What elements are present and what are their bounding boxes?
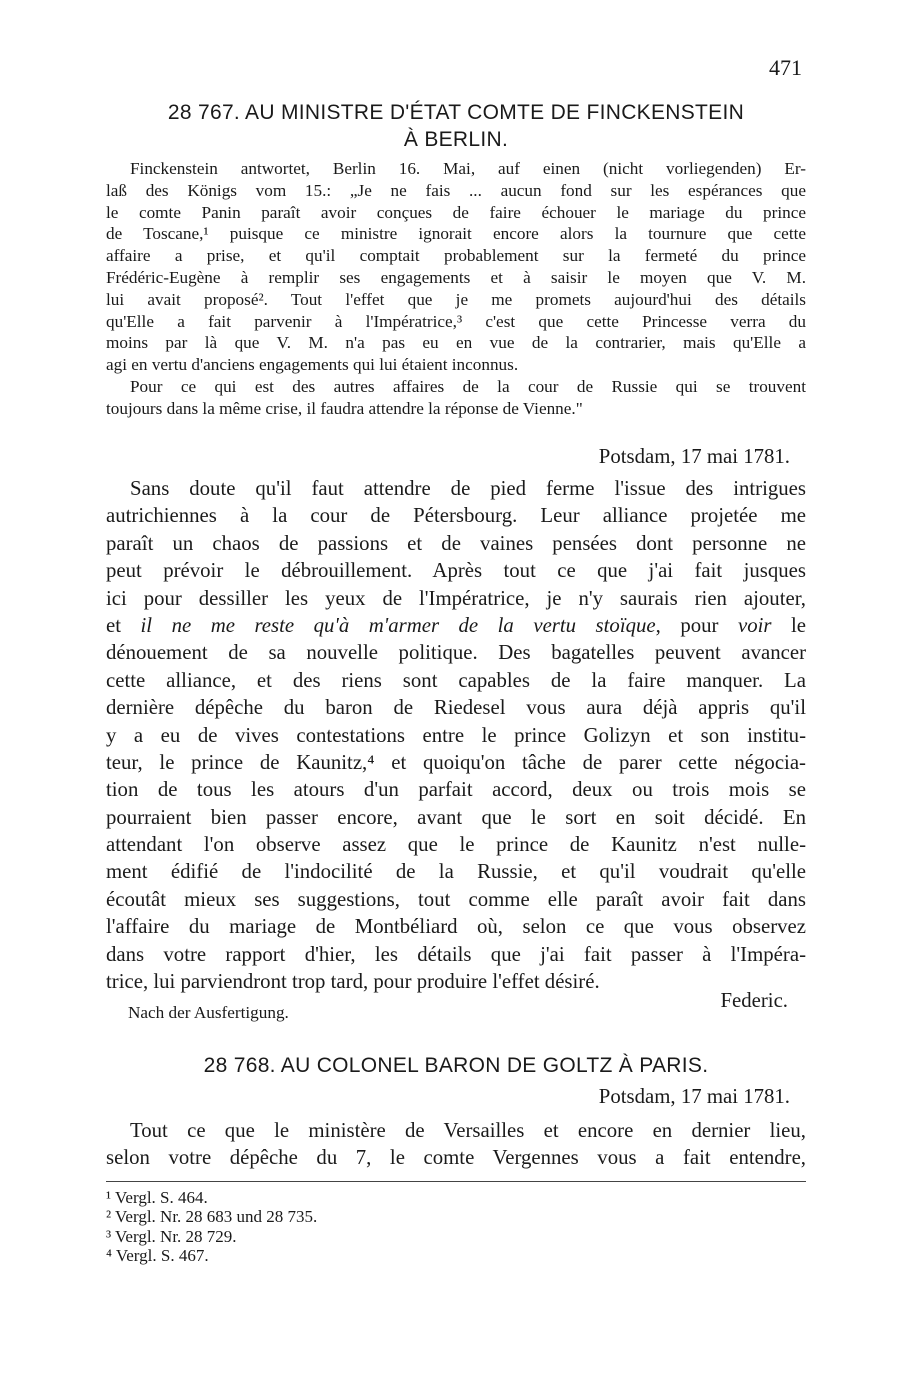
text-line: peut prévoir le débrouillement. Après tout ce que j'ai fait jusques [106,559,806,583]
source-note: Nach der Ausfertigung. [128,1003,289,1022]
text-line: Frédéric-Eugène à remplir ses engagements et à saisir le moyen que V. M. [106,267,806,287]
text-line: qu'Elle a fait parvenir à l'Impératrice,³ c'est que cette Princesse verra du [106,311,806,331]
text-line: teur, le prince de Kaunitz,⁴ et quoiqu'on tâche de parer cette négocia- [106,750,806,774]
page-number: 471 [769,55,802,80]
text-line: paraît un chaos de passions et de vaines pensées dont personne ne [106,531,806,555]
signature: Federic. [720,989,788,1012]
letter-body [106,475,806,995]
text-line: lui avait proposé². Tout l'effet que je me promets aujourd'hui des détails [106,289,806,309]
text-line: écoutât mieux ses suggestions, tout comme elle paraît avoir fait dans [106,887,806,911]
text-line: toujours dans la même crise, il faudra attendre la réponse de Vienne." [106,398,583,418]
text-line: attendant l'on observe assez que le prince de Kaunitz n'est nulle- [106,833,806,857]
text-line: tion de tous les atours d'un parfait accord, deux ou trois mois se [106,778,806,802]
letter-heading [106,99,806,153]
text-line: Pour ce qui est des autres affaires de la cour de Russie qui se trouvent [130,376,806,396]
summary-paragraph [106,158,806,420]
letter-heading: 28 768. AU COLONEL BARON DE GOLTZ À PARIS. [203,1054,709,1077]
footnote: ² Vergl. Nr. 28 683 und 28 735. [106,1207,318,1227]
text-line: de Toscane,¹ puisque ce ministre ignorait encore alors la tournure que cette [106,224,806,244]
text-line: y a eu de vives contestations entre le prince Golizyn et son institu- [106,723,806,747]
text-line: laß des Königs vom 15.: „Je ne fais ... aucun fond sur les espérances que [106,180,806,200]
text-line: pourraient bien passer encore, avant que le sort en soit décidé. En [106,805,806,829]
footnotes [106,1188,317,1266]
letter-date: Potsdam, 17 mai 1781. [598,445,790,468]
text-line: Finckenstein antwortet, Berlin 16. Mai, auf einen (nicht vorliegenden) Er- [130,159,806,178]
text-line: dernière dépêche du baron de Riedesel vous aura déjà appris qu'il [106,696,806,720]
text-line: moins par là que V. M. n'a pas eu en vue de la contrarier, mais qu'Elle a [106,333,806,353]
text-line: dénouement de sa nouvelle politique. Des bagatelles peuvent avancer [106,641,806,665]
text-line: Tout ce que le ministère de Versailles et encore en dernier lieu, [130,1119,806,1142]
text-line: et il ne me reste qu'à m'armer de la vertu stoïque, pour voir le [106,613,806,637]
text-line: l'affaire du mariage de Montbéliard où, selon ce que vous observez [106,915,806,939]
text-line: ici pour dessiller les yeux de l'Impératrice, je n'y saurais rien ajouter, [106,586,806,610]
heading-line: À BERLIN. [403,128,509,151]
footnote: ¹ Vergl. S. 464. [106,1188,208,1207]
text-line: Sans doute qu'il faut attendre de pied ferme l'issue des intrigues [130,477,806,500]
text-line: ment édifié de l'indocilité de la Russie, et qu'il voudrait qu'elle [106,860,806,884]
text-line: affaire a prise, et qu'il comptait probablement sur la fermeté du prince [106,246,806,266]
text-line: dans votre rapport d'hier, les détails que j'ai fait passer à l'Impéra- [106,942,806,966]
heading-line: 28 767. AU MINISTRE D'ÉTAT COMTE DE FINCKENSTEIN [167,101,745,124]
footnote: ³ Vergl. Nr. 28 729. [106,1226,237,1246]
text-line: selon votre dépêche du 7, le comte Vergennes vous a fait entendre, [106,1146,806,1170]
text-line: trice, lui parviendront trop tard, pour produire l'effet désiré. [106,970,600,994]
footnote-divider [106,1181,806,1182]
text-line: cette alliance, et des riens sont capables de la faire manquer. La [106,668,806,692]
footnote: ⁴ Vergl. S. 467. [106,1246,209,1266]
letter-body [106,1117,806,1172]
text-line: agi en vertu d'anciens engagements qui lui étaient inconnus. [106,355,519,375]
letter-date: Potsdam, 17 mai 1781. [598,1085,790,1108]
text-line: le comte Panin paraît avoir conçues de faire échouer le mariage du prince [106,202,806,222]
text-line: autrichiennes à la cour de Pétersbourg. Leur alliance projetée me [106,504,806,528]
